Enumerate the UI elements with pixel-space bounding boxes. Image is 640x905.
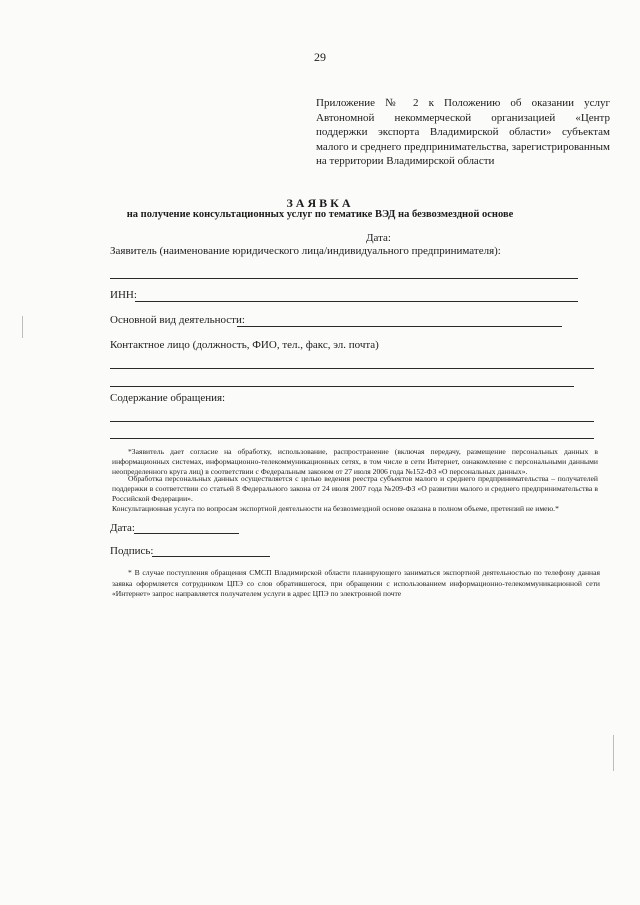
request-content-input-line-2[interactable] <box>110 438 594 439</box>
request-content-input-line-1[interactable] <box>110 421 594 422</box>
signature-label: Подпись: <box>110 545 154 557</box>
footnote <box>112 568 600 600</box>
header-date-label: Дата: <box>366 232 391 244</box>
signoff-date-input-line[interactable] <box>134 533 239 534</box>
contact-person-input-line-2[interactable] <box>110 386 574 387</box>
applicant-label: Заявитель (наименование юридического лица/индивидуального предпринимателя): <box>110 245 501 257</box>
inn-input-line[interactable] <box>135 301 578 302</box>
form-title: ЗАЯВКА <box>286 196 354 210</box>
applicant-input-line[interactable] <box>110 278 578 279</box>
footnote-text: * В случае поступления обращения СМСП Владимирской области планирующего заниматься экспортной деятельностью по телефону данная заявка оформляется сотрудником ЦПЭ со слов обратившегося, при обращении с использованием информационно-телекоммуникационной сети «Интернет» запрос направляется получателем услуги в адрес ЦПЭ по электронной почте <box>112 568 600 599</box>
scan-margin-mark-right <box>613 735 614 771</box>
consent-paragraph-2 <box>112 474 598 505</box>
main-activity-label: Основной вид деятельности: <box>110 314 245 326</box>
main-activity-input-line[interactable] <box>237 326 562 327</box>
contact-person-label: Контактное лицо (должность, ФИО, тел., факс, эл. почта) <box>110 339 379 351</box>
consent-text-1: *Заявитель дает согласие на обработку, использование, распространение (включая передачу, размещение персональных данных в информационных системах, информационно-телекоммуникационных сетях, в том числе в сети Интернет, ознакомление с персональными данными неопределенного круга лиц) в соответствии с Федеральным законом от 27 июля 2006 года №152-ФЗ «О персональных данных». <box>112 447 598 477</box>
signature-input-line[interactable] <box>152 556 270 557</box>
contact-person-input-line-1[interactable] <box>110 368 594 369</box>
page-number: 29 <box>314 50 326 64</box>
request-content-label: Содержание обращения: <box>110 392 226 404</box>
appendix-reference: Приложение № 2 к Положению об оказании услуг Автономной некоммерческой организацией «Центр поддержки экспорта Владимирской области» субъектам малого и среднего предпринимательства, зарегистрированным на территории Владимирской области <box>316 97 610 167</box>
signoff-date-label: Дата: <box>110 522 135 534</box>
consent-text-2: Обработка персональных данных осуществляется с целью ведения реестра субъектов малого и среднего предпринимательства – получателей поддержки в соответствии со статьей 8 Федерального закона от 24 июля 2007 года №209-ФЗ «О развитии малого и среднего предпринимательства в Российской Федерации». <box>112 474 598 504</box>
consent-paragraph-3 <box>112 504 598 514</box>
inn-label: ИНН: <box>110 289 137 301</box>
scan-margin-mark-left <box>22 316 23 338</box>
consent-text-3: Консультационная услуга по вопросам экспортной деятельности на безвозмездной основе оказана в полном объеме, претензий не имею.* <box>112 504 559 513</box>
form-subtitle: на получение консультационных услуг по тематике ВЭД на безвозмездной основе <box>126 209 514 220</box>
